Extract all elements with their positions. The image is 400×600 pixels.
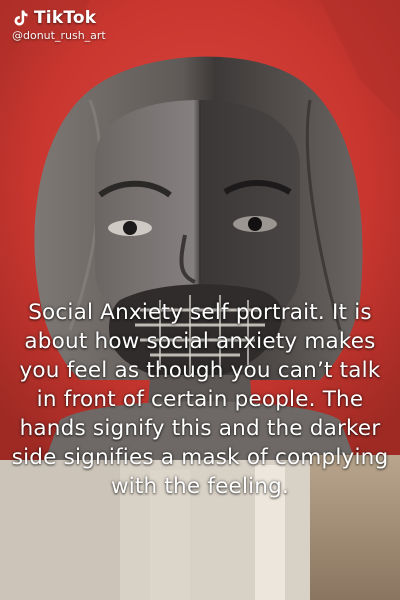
watermark-handle: @donut_rush_art — [12, 29, 106, 42]
caption-text: Social Anxiety self portrait. It is about how social anxiety makes you feel as though you can’t talk in front of certain people. The hands signify this and the darker side signifies a mask of complying with the feeling. — [11, 300, 389, 499]
watermark-brand: TikTok — [34, 8, 97, 28]
tiktok-watermark — [10, 8, 106, 42]
tiktok-logo-icon — [10, 8, 30, 28]
watermark-brand-row — [10, 8, 106, 28]
